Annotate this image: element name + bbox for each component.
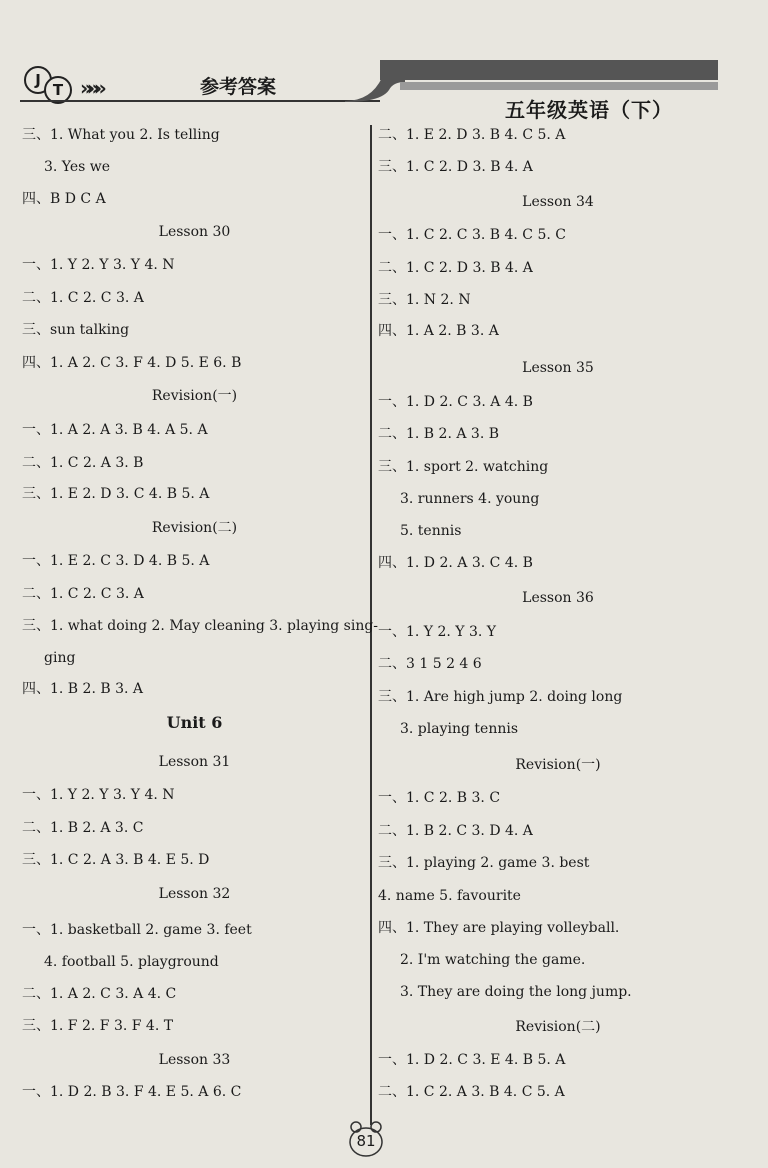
right-answer-line: 3. They are doing the long jump. xyxy=(400,984,632,1000)
right-answer-line: 5. tennis xyxy=(400,523,462,539)
left-answer-line: 三、1. What you 2. Is telling xyxy=(22,127,220,143)
right-answer-line: 三、1. Are high jump 2. doing long xyxy=(378,689,623,705)
left-section-heading: Lesson 32 xyxy=(158,886,231,902)
right-answer-line: 3. runners 4. young xyxy=(400,491,540,507)
right-section-heading: Lesson 36 xyxy=(522,590,594,606)
header-rule xyxy=(20,100,380,102)
right-answer-line: 2. I'm watching the game. xyxy=(400,952,586,968)
right-answer-line: 一、1. D 2. C 3. E 4. B 5. A xyxy=(378,1052,566,1068)
right-answer-line: 四、1. They are playing volleyball. xyxy=(378,920,620,936)
left-answer-line: ging xyxy=(44,650,76,666)
right-answer-line: 3. playing tennis xyxy=(400,721,519,737)
right-section-heading: Lesson 35 xyxy=(522,360,594,376)
right-section-heading: Revision(一) xyxy=(515,757,601,773)
left-answer-line: 四、1. B 2. B 3. A xyxy=(22,681,144,697)
left-section-heading: Revision(二) xyxy=(151,520,238,536)
left-answer-line: 一、1. Y 2. Y 3. Y 4. N xyxy=(22,257,175,273)
left-answer-line: 一、1. A 2. A 3. B 4. A 5. A xyxy=(22,422,208,438)
left-answer-line: 一、1. E 2. C 3. D 4. B 5. A xyxy=(22,553,210,569)
header-title: 参考答案 xyxy=(200,76,277,98)
right-answer-line: 二、1. C 2. A 3. B 4. C 5. A xyxy=(378,1084,565,1100)
right-answer-line: 4. name 5. favourite xyxy=(378,888,521,904)
left-answer-line: 二、1. B 2. A 3. C xyxy=(22,820,144,836)
logo-letter-t: T xyxy=(44,76,72,104)
right-answer-line: 三、1. C 2. D 3. B 4. A xyxy=(378,159,533,175)
right-answer-line: 二、1. B 2. C 3. D 4. A xyxy=(378,823,533,839)
left-answer-line: 三、1. C 2. A 3. B 4. E 5. D xyxy=(22,852,210,868)
left-answer-line: 二、1. C 2. C 3. A xyxy=(22,290,144,306)
left-section-heading: Revision(一) xyxy=(151,388,238,404)
header-band-dark xyxy=(380,60,718,80)
right-answer-line: 一、1. C 2. C 3. B 4. C 5. C xyxy=(378,227,566,243)
left-answer-line: 三、1. F 2. F 3. F 4. T xyxy=(22,1018,174,1034)
left-section-heading: Unit 6 xyxy=(166,713,223,732)
right-section-heading: Revision(二) xyxy=(515,1019,601,1035)
left-answer-line: 4. football 5. playground xyxy=(44,954,219,970)
left-answer-line: 一、1. Y 2. Y 3. Y 4. N xyxy=(22,787,175,803)
right-answer-line: 三、1. playing 2. game 3. best xyxy=(378,855,590,871)
header-band-light xyxy=(400,82,718,90)
right-answer-line: 一、1. Y 2. Y 3. Y xyxy=(378,624,497,640)
right-answer-line: 四、1. A 2. B 3. A xyxy=(378,323,499,339)
right-answer-line: 三、1. sport 2. watching xyxy=(378,459,549,475)
left-answer-line: 三、1. what doing 2. May cleaning 3. playing sing- xyxy=(22,618,379,634)
left-answer-line: 一、1. D 2. B 3. F 4. E 5. A 6. C xyxy=(22,1084,242,1100)
subject-title: 五年级英语（下） xyxy=(505,98,673,122)
left-answer-line: 二、1. A 2. C 3. A 4. C xyxy=(22,986,177,1002)
right-answer-line: 四、1. D 2. A 3. C 4. B xyxy=(378,555,533,571)
page-number: 81 xyxy=(356,1132,376,1150)
right-answer-line: 三、1. N 2. N xyxy=(378,292,471,308)
right-answer-line: 一、1. D 2. C 3. A 4. B xyxy=(378,394,533,410)
left-answer-line: 二、1. C 2. A 3. B xyxy=(22,455,144,471)
left-answer-line: 三、sun talking xyxy=(22,322,130,338)
right-answer-line: 二、1. B 2. A 3. B xyxy=(378,426,500,442)
left-answer-line: 四、B D C A xyxy=(22,191,106,207)
left-answer-line: 3. Yes we xyxy=(44,159,111,175)
publisher-logo xyxy=(20,66,72,104)
right-answer-line: 二、1. C 2. D 3. B 4. A xyxy=(378,260,533,276)
chevron-decoration-icon: »»» xyxy=(80,76,101,100)
left-section-heading: Lesson 33 xyxy=(158,1052,231,1068)
left-answer-line: 三、1. E 2. D 3. C 4. B 5. A xyxy=(22,486,210,502)
right-section-heading: Lesson 34 xyxy=(522,194,594,210)
left-section-heading: Lesson 30 xyxy=(158,224,231,240)
page-number-badge xyxy=(344,1120,388,1158)
logo-letter-j: J xyxy=(24,66,52,94)
page-header xyxy=(0,0,768,125)
left-answer-line: 四、1. A 2. C 3. F 4. D 5. E 6. B xyxy=(22,355,242,371)
right-answer-line: 一、1. C 2. B 3. C xyxy=(378,790,501,806)
right-answer-line: 二、1. E 2. D 3. B 4. C 5. A xyxy=(378,127,566,143)
left-answer-line: 一、1. basketball 2. game 3. feet xyxy=(22,922,252,938)
left-answer-line: 二、1. C 2. C 3. A xyxy=(22,586,144,602)
left-section-heading: Lesson 31 xyxy=(158,754,231,770)
right-answer-line: 二、3 1 5 2 4 6 xyxy=(378,656,482,672)
